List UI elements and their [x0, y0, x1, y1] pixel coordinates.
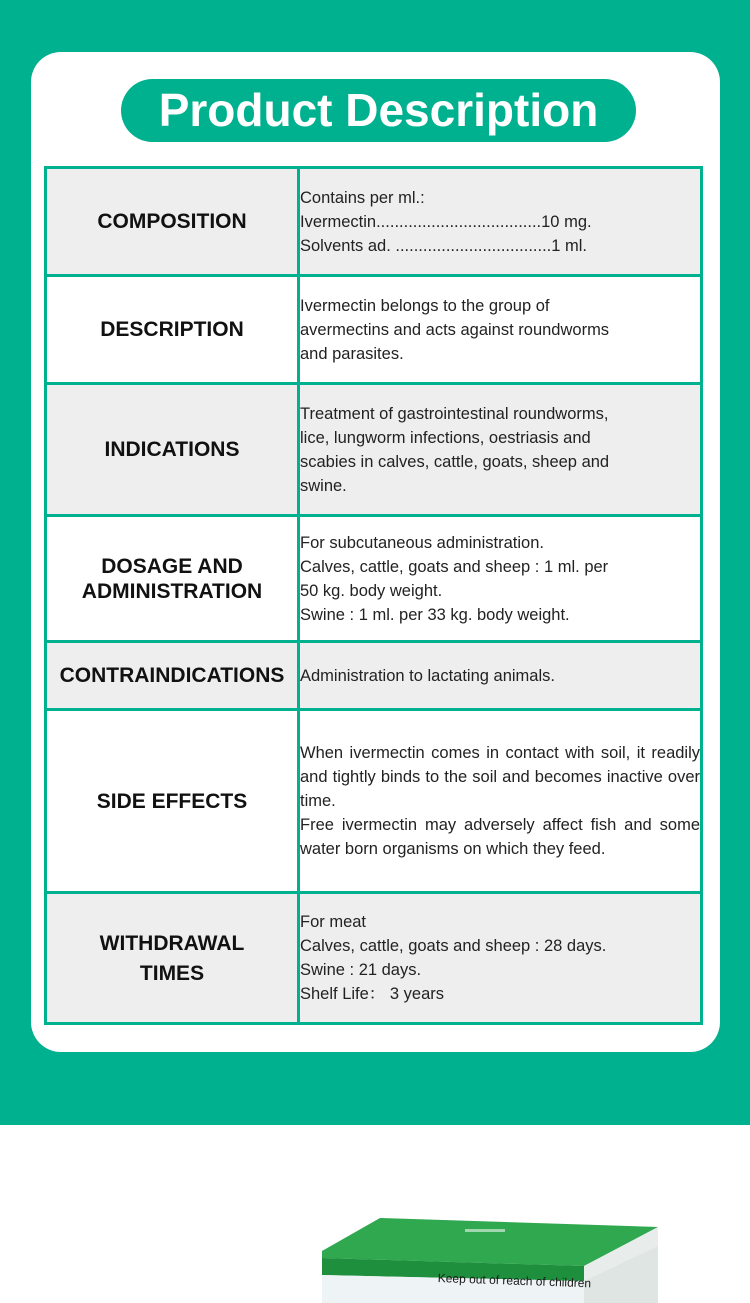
row-label: [46, 516, 299, 642]
row-label: SIDE EFFECTS: [46, 710, 299, 893]
product-spec-table: [44, 166, 703, 1025]
row-value: [299, 168, 702, 276]
value-paragraph: When ivermectin comes in contact with soil, it readily and tightly binds to the soil and becomes inactive over time.: [300, 744, 700, 810]
table-row-contraindications: [46, 642, 702, 710]
row-label: DESCRIPTION: [46, 276, 299, 384]
value-line: For subcutaneous administration.: [300, 533, 544, 552]
label-line: ADMINISTRATION: [81, 579, 263, 603]
product-image-section: [0, 1125, 750, 1303]
product-box-image: [322, 1218, 658, 1303]
value-line: Administration to lactating animals.: [300, 666, 555, 685]
value-line: Ivermectin....................................10 mg.: [300, 212, 592, 231]
table-row-dosage: [46, 516, 702, 642]
table-row-withdrawal: [46, 893, 702, 1024]
value-line: For meat: [300, 913, 367, 931]
row-label: CONTRAINDICATIONS: [46, 642, 299, 710]
value-line: swine.: [300, 476, 347, 495]
value-line: Swine : 1 ml. per 33 kg. body weight.: [300, 605, 570, 624]
value-line: Ivermectin belongs to the group of: [300, 296, 550, 315]
value-paragraph: Free ivermectin may adversely affect fish and some water born organisms on which they feed.: [300, 816, 700, 858]
page-title: Product Description: [121, 79, 636, 142]
value-line: Contains per ml.:: [300, 188, 425, 207]
label-line: DOSAGE AND: [101, 554, 243, 578]
row-label: COMPOSITION: [46, 168, 299, 276]
row-value: [299, 384, 702, 516]
value-line: Calves, cattle, goats and sheep : 1 ml. per: [300, 557, 609, 576]
row-value: [299, 893, 702, 1024]
row-value: [299, 276, 702, 384]
label-line: WITHDRAWAL: [99, 931, 245, 955]
value-line: avermectins and acts against roundworms: [300, 320, 610, 339]
row-value: [299, 710, 702, 893]
value-line: Treatment of gastrointestinal roundworms,: [300, 404, 609, 423]
value-line: and parasites.: [300, 344, 404, 363]
table-row-side-effects: [46, 710, 702, 893]
row-value: [299, 516, 702, 642]
value-line: Calves, cattle, goats and sheep : 28 days.: [300, 937, 607, 955]
label-line: TIMES: [139, 961, 205, 985]
value-line: Swine : 21 days.: [300, 961, 422, 979]
product-box-caption: Keep out of reach of children: [437, 1271, 592, 1291]
value-line: scabies in calves, cattle, goats, sheep and: [300, 452, 610, 471]
row-value: [299, 642, 702, 710]
value-line: Solvents ad. ..................................1 ml.: [300, 236, 588, 255]
table-row-composition: [46, 168, 702, 276]
row-label: [46, 893, 299, 1024]
value-line: Shelf Life： 3 years: [300, 985, 444, 1003]
row-label: INDICATIONS: [46, 384, 299, 516]
table-row-description: [46, 276, 702, 384]
value-line: lice, lungworm infections, oestriasis and: [300, 428, 591, 447]
value-line: 50 kg. body weight.: [300, 581, 443, 600]
table-row-indications: [46, 384, 702, 516]
